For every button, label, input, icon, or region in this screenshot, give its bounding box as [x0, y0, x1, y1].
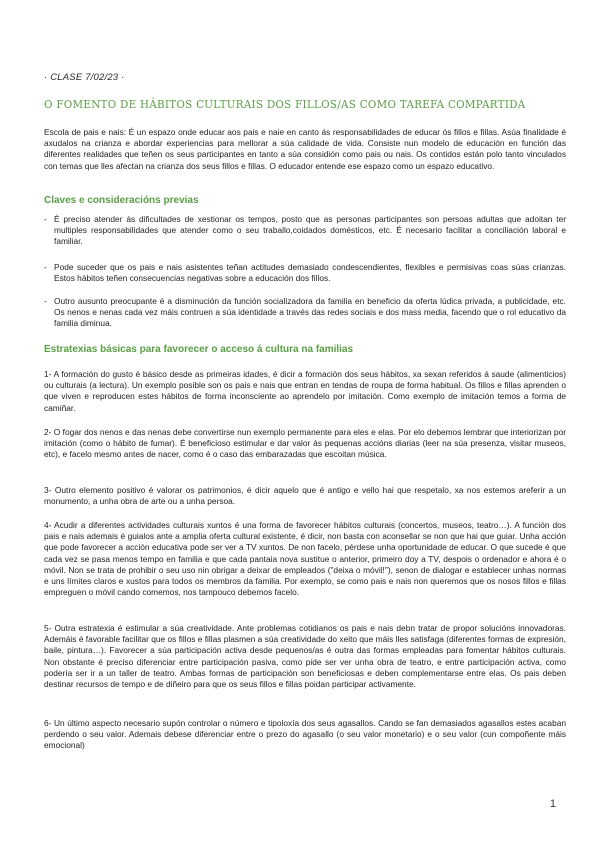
- page-title: O FOMENTO DE HÁBITOS CULTURAIS DOS FILLOS/AS COMO TAREFA COMPARTIDA: [44, 97, 526, 111]
- section-heading-estratexias: Estratexias básicas para favorecer o acceso á cultura na familias: [44, 344, 354, 355]
- bullet-item: [44, 262, 566, 284]
- strategy-paragraph-3: 3- Outro elemento positivo é valorar os patrimonios, é dicir aquelo que é antigo e vello hai que respetalo, xa nos estemos areferir a un monumento, a unha obra de arte ou a unha persoa.: [44, 485, 566, 507]
- section-heading-claves: Claves e consideracións previas: [44, 195, 199, 206]
- bullet-dash: -: [44, 296, 47, 306]
- bullet-text: Outro ausunto preocupante é a disminución da función socializadora da familia en beneficio da oferta lúdica privada, a publicidade, etc. Os nenos e nenas cada vez máis contruen a súa identidade a través das redes sociais e dos mass media, facendo que o rol educativo da familia diminua.: [54, 296, 566, 329]
- bullet-item: [44, 214, 566, 248]
- intro-paragraph: Escola de pais e nais: É un espazo onde educar aos pais e naie en canto ás responsabilidades de educar ós fillos e fillas. Asúa finalidade é axudalos na crianza e abordar experiencias para mellorar a súa calidade de vida. Consiste nun modelo de educación en función das diferentes realidades que teñen os seus participantes en tanto a súa considión como pais ou nais. Os contidos están polo tanto vinculados con temas que lles afectan na crianza dos seus fillos e fillas. O educador entende ese espazo como un espazo educativo.: [44, 127, 566, 171]
- strategy-paragraph-2: 2- O fogar dos nenos e das nenas debe convertirse nun exemplo permanente para eles e elas. Por elo debemos lembrar que interiorizan por imitación (como o hábito de fumar). É beneficioso estimular e dar valor ás pequenas accións diarias (leer na súa presenza, visitar museos, etc), e facelo mesmo antes de nacer, como é o caso das embarazadas que escoitan música.: [44, 427, 566, 460]
- strategy-paragraph-4: 4- Acudir a diferentes actividades culturais xuntos é una forma de favorecer hábitos culturais (concertos, museos, teatro…). A función dos pais e nais ademais é guialos ante a amplia oferta cultural existente, é dicir, non basta con aconsellar se non que hai que guiar. Unha acción que pode favorecer a acción educativa pode ser ver a TV xuntos. De non facelo, pérdese unha oportunidade de educar. O que sucede é que cada vez se pasa menos tempo en familia e que cada pantaia nova sustitue o anterior, primeiro doy a TV, despois o ordenador e ahora é o móvil. Non se trata de prohibir o seu uso nin obrigar a deixar de empleados ("deixa o móvil!"), senon de dialogar e establecer unhas normas e uns límites claros e xustos para todos os membros da familia. Por exemplo, se como pais e nais non queremos que os nosos fillos e fillas empreguen o móvil cando comemos, nos tampouco debemos facelo.: [44, 520, 566, 598]
- strategy-paragraph-6: 6- Un último aspecto necesario supón controlar o número e tipoloxía dos seus agasallos. Cando se fan demasiados agasallos estes acaban perdendo o seu valor. Ademais debese diferenciar entre o prezo do agasallo (o seu valor monetario) e o seu valor (cun compoñente máis emocional): [44, 718, 566, 751]
- bullet-text: É preciso atender ás dificultades de xestionar os tempos, posto que as personas participantes son persoas adultas que adoitan ter multiples responsabilidades que atender como o seu traballo,coidados domésticos, etc. É necesario facilitar a conciliación laboral e familiar.: [54, 214, 566, 247]
- bullet-dash: -: [44, 262, 47, 272]
- page-number: 1: [549, 798, 556, 810]
- strategy-paragraph-5: 5- Outra estratexia é estimular a súa creatividade. Ante problemas cotidianos os pais e nais debn tratar de propor solucións innovadoras. Ademáis é favorable facilitar que os fillos e fillas plasmen a súa creatividade do xeito que máis lles satisfaga (diferentes formas de expresión, baile, pintura…). Favorecer a súa participación activa desde pequenos/as é outra das formas empleadas para fomentar hábitos culturais. Non obstante é preciso diferenciar entre participación pasiva, como pide ser ver unha obra de teatro, e entre participación activa, como podería ser ir a un taller de teatro. Ambas formas de participación son beneficiosas e deben complementarse entre elas. Os pais deben destinar recursos de tempo e de diñeiro para que os seus fillos e fillas poidan participar activamente.: [44, 623, 566, 690]
- strategy-paragraph-1: 1- A formación do gusto é básico desde as primeiras idades, é dicir a formación dos seus hábitos, xa sexan referidos á saude (alimenticios) ou culturais (a lectura). Un exemplo posible son os pais e nais que entran en tendas de roupa de forma habitual. Os fillos e fillas aprenden o que viven e reproducen estes hábitos de forma inconsciente ao aprendelo por imitación. Como exemplo de imitación temos a forma de camiñar.: [44, 369, 566, 413]
- class-date-line: · CLASE 7/02/23 ·: [44, 72, 125, 83]
- bullet-dash: -: [44, 214, 47, 224]
- bullet-text: Pode suceder que os pais e nais asistentes teñan actitudes demasiado condescendientes, flexibles e permisivas coas súas crianzas. Estos hábitos teñen consecuencias negativas sobre a educación dos fillos.: [54, 262, 566, 284]
- bullet-item: [44, 296, 566, 330]
